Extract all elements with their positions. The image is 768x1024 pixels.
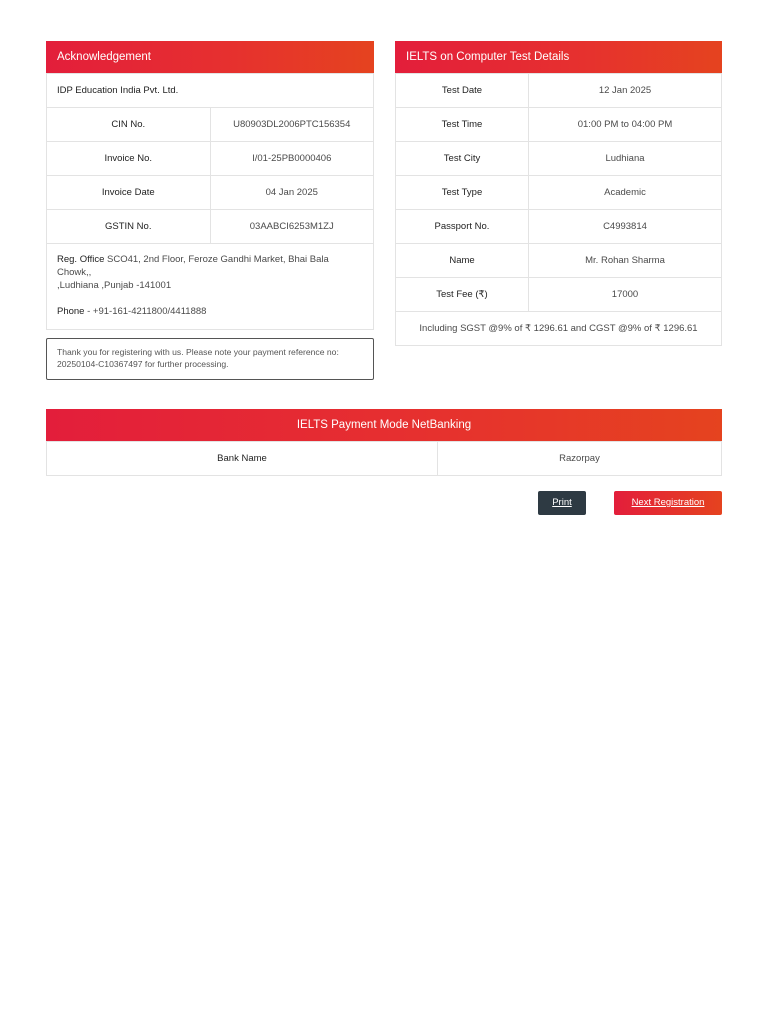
print-button[interactable]: Print — [538, 491, 586, 515]
table-row — [396, 142, 722, 176]
phone-value: - +91-161-4211800/4411888 — [84, 306, 207, 317]
table-row — [396, 244, 722, 278]
table-row — [47, 210, 374, 244]
test-city-value: Ludhiana — [529, 142, 722, 176]
invoice-no-value: I/01-25PB0000406 — [210, 142, 374, 176]
phone-label: Phone — [57, 306, 85, 317]
payment-header: IELTS Payment Mode NetBanking — [46, 409, 722, 441]
table-row — [47, 442, 722, 476]
phone — [57, 305, 363, 318]
invoice-date-label: Invoice Date — [47, 176, 211, 210]
table-row — [396, 74, 722, 108]
bank-name-label: Bank Name — [47, 442, 438, 476]
payment-table — [46, 441, 722, 476]
passport-label: Passport No. — [396, 210, 529, 244]
test-details-table — [395, 73, 722, 346]
address-block — [46, 244, 374, 330]
payment-panel — [46, 409, 722, 476]
bank-name-value: Razorpay — [438, 442, 722, 476]
table-row — [47, 176, 374, 210]
acknowledgement-table — [46, 73, 374, 244]
test-date-label: Test Date — [396, 74, 529, 108]
reg-office-line1: SCO41, 2nd Floor, Feroze Gandhi Market, Bhai Bala Chowk,, — [57, 254, 329, 278]
table-row — [47, 74, 374, 108]
test-date-value: 12 Jan 2025 — [529, 74, 722, 108]
cin-value: U80903DL2006PTC156354 — [210, 108, 374, 142]
table-row — [396, 108, 722, 142]
reg-office-line2: ,Ludhiana ,Punjab -141001 — [57, 280, 172, 291]
passport-value: C4993814 — [529, 210, 722, 244]
tax-note: Including SGST @9% of ₹ 1296.61 and CGST @9% of ₹ 1296.61 — [396, 312, 722, 346]
org-name: IDP Education India Pvt. Ltd. — [47, 74, 374, 108]
cin-label: CIN No. — [47, 108, 211, 142]
invoice-no-label: Invoice No. — [47, 142, 211, 176]
name-value: Mr. Rohan Sharma — [529, 244, 722, 278]
acknowledgement-panel — [46, 41, 374, 330]
acknowledgement-header: Acknowledgement — [46, 41, 374, 73]
test-time-value: 01:00 PM to 04:00 PM — [529, 108, 722, 142]
test-details-header: IELTS on Computer Test Details — [395, 41, 722, 73]
name-label: Name — [396, 244, 529, 278]
test-time-label: Test Time — [396, 108, 529, 142]
next-registration-button[interactable]: Next Registration — [614, 491, 722, 515]
test-fee-value: 17000 — [529, 278, 722, 312]
table-row — [396, 176, 722, 210]
table-row — [47, 142, 374, 176]
invoice-date-value: 04 Jan 2025 — [210, 176, 374, 210]
test-type-value: Academic — [529, 176, 722, 210]
reg-office-label: Reg. Office — [57, 254, 105, 265]
table-row — [396, 278, 722, 312]
table-row — [47, 108, 374, 142]
test-details-panel — [395, 41, 722, 346]
payment-reference-note: Thank you for registering with us. Please note your payment reference no: 20250104-C10367497 for further processing. — [46, 338, 374, 380]
test-city-label: Test City — [396, 142, 529, 176]
table-row — [396, 210, 722, 244]
test-type-label: Test Type — [396, 176, 529, 210]
gstin-value: 03AABCI6253M1ZJ — [210, 210, 374, 244]
reg-office — [57, 253, 363, 279]
test-fee-label: Test Fee (₹) — [396, 278, 529, 312]
table-row — [396, 312, 722, 346]
gstin-label: GSTIN No. — [47, 210, 211, 244]
